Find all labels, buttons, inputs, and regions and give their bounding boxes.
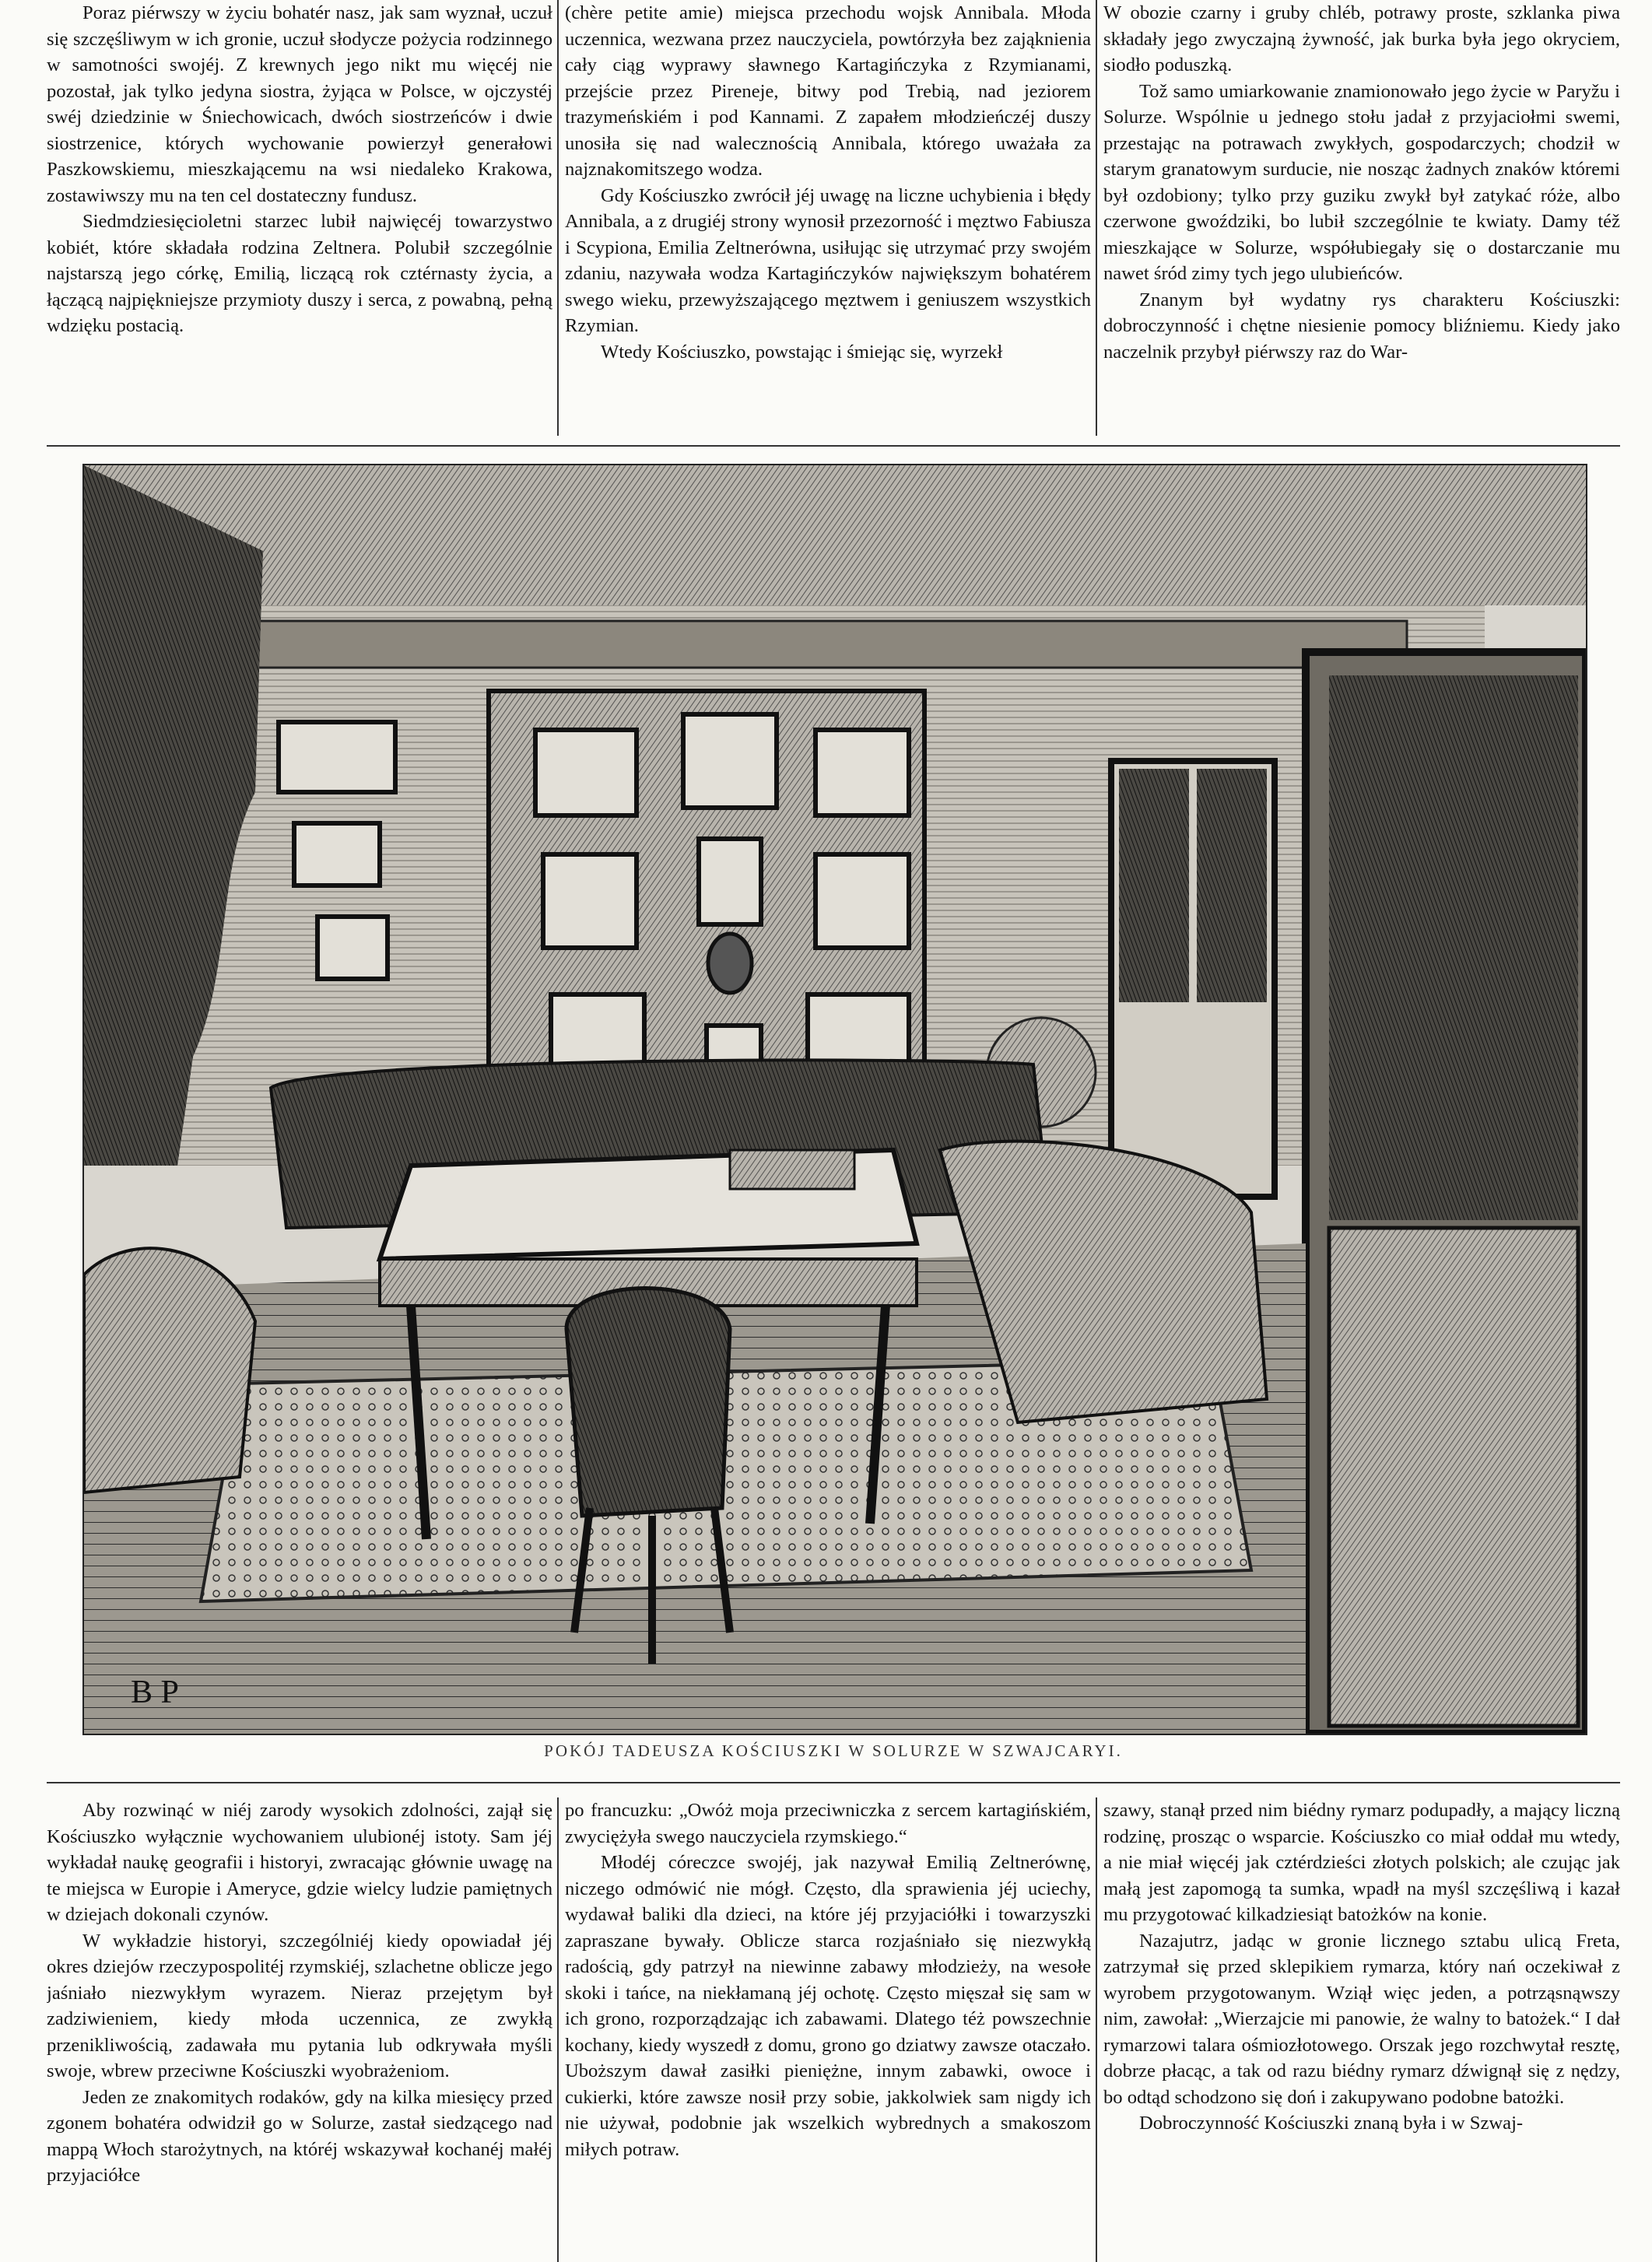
top-column-1 xyxy=(47,0,552,436)
paragraph: Nazajutrz, jadąc w gronie licznego sztabu ulicą Freta, zatrzymał się przed sklepikiem rymarza, który nań oczekiwał z wyrobem przygotowanym. Wziął więc jeden, a potrząsnąwszy nim, zawołał: „Wierzajcie mi panowie, że walny to batożek.“ I dał rymarzowi talara ośmiozłotowego. Orszak jego rozchwytał resztę, dobrze płacąc, a tak od razu biédny rymarz dźwignął się z nędzy, bo odtąd schodzono się doń i zakupywano podobne batożki. xyxy=(1103,1930,1620,2108)
engraving-illustration xyxy=(82,464,1587,1735)
bottom-column-3 xyxy=(1103,1797,1620,2262)
paragraph: Aby rozwinąć w niéj zarody wysokich zdolności, zajął się Kościuszko wyłącznie wychowaniem ulubionéj istoty. Sam jéj wykładał naukę geografii i historyi, zwracając głównie uwagę na te miejsca w Europie i Ameryce, gdzie wielcy ludzie pamiętnych w dziejach dokonali czynów. xyxy=(47,1800,552,1925)
paragraph: Wtedy Kościuszko, powstając i śmiejąc się, wyrzekł xyxy=(601,341,1003,363)
picture-frame xyxy=(699,839,761,924)
cornice xyxy=(162,621,1407,668)
paragraph: Gdy Kościuszko zwrócił jéj uwagę na liczne uchybienia i błędy Annibala, a z drugiéj strony wynosił przezorność i męztwo Fabiusza i Scypiona, Emilia Zeltnerówna, usiłując się utrzymać przy swojém zdaniu, nazywała wodza Kartagińczyków największym bohatérem swego wieku, przewyższającego męztwem i geniuszem wszystkich Rzymian. xyxy=(565,184,1091,336)
picture-frame xyxy=(815,730,909,815)
window-curtain xyxy=(1197,769,1267,1002)
picture-frame xyxy=(535,730,637,815)
paragraph: Młodéj córeczce swojéj, jak nazywał Emilią Zeltnerównę, niczego odmówić nie mógł. Często, dla sprawienia jéj uciechy, wydawał baliki dla dzieci, na które jéj przyjaciółki i towarzyszki zapraszane bywały. Oblicze starca rozjaśniało się niezwykłą radością, gdy patrzył na niewinne zabawy młodzieży, na wesołe skoki i tańce, na niekłamaną jéj ochotę. Często mięszał się sam w ich grono, rozporządzając ich zabawami. Dlatego téż powszechnie kochany, kiedy wyszedł z domu, grono go dziatwy zawsze otaczało. Uboższym dawał zasiłki pieniężne, innym zabawki, owoce i cukierki, które zawsze nosił przy sobie, jakkolwiek sam nigdy ich nie używał, podobnie jak wszelkich wybrednych a smakoszom miłych potraw. xyxy=(565,1852,1091,2160)
column-rule xyxy=(1096,1797,1097,2262)
paragraph: Dobroczynność Kościuszki znaną była i w Szwaj- xyxy=(1139,2113,1524,2134)
paragraph: Jeden ze znakomitych rodaków, gdy na kilka miesięcy przed zgonem bohatéra odwidził go w Solurze, zastał siedzącego nad mappą Włoch starożytnych, na któréj wskazywał kochanéj małéj przyjaciółce xyxy=(47,2086,552,2186)
bottom-column-2 xyxy=(565,1797,1091,2262)
section-rule xyxy=(47,445,1620,447)
paragraph: po francuzku: „Owóż moja przeciwniczka z sercem kartagińskiém, zwyciężyła swego nauczyciela rzymskiego.“ xyxy=(565,1800,1091,1847)
picture-frame xyxy=(294,823,380,886)
paragraph: szawy, stanął przed nim biédny rymarz podupadły, a mający liczną rodzinę, prosząc o wsparcie. Kościuszko co miał oddał mu wtedy, a nie miał więcéj jak cztérdzieści złotych polskich; ale czując jak małą jest zapomogą ta sumka, wpadł na myśl szczęśliwą i kazał mu przygotować kilkadziesiąt batożków na konie. xyxy=(1103,1800,1620,1925)
artist-signature: B P xyxy=(131,1675,179,1710)
paragraph: W wykładzie historyi, szczególniéj kiedy opowiadał jéj okres dziejów rzeczypospolitéj rzymskiéj, szlachetne oblicze jego jaśniało niezwykłym wyrazem. Nieraz przejętym był zadziwieniem, kiedy młoda uczennica, ze zwykłą przenikliwością, zadawała mu pytania lub odkrywała myśli swoje, wbrew przeciwne Kościuszki wyobrażeniom. xyxy=(47,1930,552,2081)
chair xyxy=(566,1289,730,1517)
bottom-column-1 xyxy=(47,1797,552,2262)
picture-frame xyxy=(317,917,388,979)
left-armchair xyxy=(84,1248,255,1492)
ceiling xyxy=(84,465,1586,605)
books xyxy=(730,1150,854,1189)
picture-frame xyxy=(815,854,909,948)
column-rule xyxy=(1096,0,1097,436)
top-column-2 xyxy=(565,0,1091,436)
door-panel xyxy=(1329,1228,1578,1726)
paragraph: Tož samo umiarkowanie znamionowało jego życie w Paryžu i Solurze. Wspólnie u jednego stołu jadał z przyjaciołmi swemi, przestając na potrawach zwykłych, gospodarczych; chodził w starym granatowym surducie, nie nosząc żadnych znaków któremi był ozdobiony; tylko przy guziku zwykł był zatykać róże, albo czerwone gwoździki, bo lubił szczególnie te kwiaty. Damy též mieszkające w Solurze, współubiegały się o dostarczanie mu nawet śród zimy tych jego ulubieńców. xyxy=(1103,80,1620,284)
window-curtain xyxy=(1119,769,1189,1002)
illustration-caption: POKÓJ TADEUSZA KOŚCIUSZKI W SOLURZE W SZWAJCARYI. xyxy=(544,1741,1123,1760)
paragraph: Znanym był wydatny rys charakteru Kościuszki: dobroczynność i chętne niesienie pomocy bliźniemu. Kiedy jako naczelnik przybył piérwszy raz do War- xyxy=(1103,289,1620,363)
column-rule xyxy=(557,0,559,436)
door-curtain xyxy=(1329,675,1578,1220)
paragraph: W obozie czarny i gruby chléb, potrawy proste, szklanka piwa składały jego zwyczajną żywność, jak burka była jego okryciem, siodło poduszką. xyxy=(1103,2,1620,75)
column-rule xyxy=(557,1797,559,2262)
section-rule xyxy=(47,1782,1620,1783)
picture-frame xyxy=(279,722,395,792)
top-column-3 xyxy=(1103,0,1620,436)
picture-frame xyxy=(683,714,777,808)
room-engraving xyxy=(84,465,1586,1734)
oval-portrait xyxy=(708,934,752,993)
picture-frame xyxy=(543,854,637,948)
paragraph: Poraz piérwszy w życiu bohatér nasz, jak sam wyznał, uczuł się szczęśliwym w ich gronie, uczuł słodycze pożycia rodzinnego w samotności swojéj. Z krewnych jego nikt mu więcéj nie pozostał, jak tylko jedyna siostra, żyjąca w Polsce, w ojczystéj swéj dziedzinie w Śniechowicach, dwóch siostrzeńców i dwie siostrzenice, których wychowanie powierzył generałowi Paszkowskiemu, mieszkającemu na wsi niedaleko Krakowa, zostawiwszy mu na ten cel dostateczny fundusz. xyxy=(47,2,552,206)
paragraph: Siedmdziesięcioletni starzec lubił najwięcéj towarzystwo kobiét, które składała rodzina Zeltnera. Polubił szczególnie najstarszą jego córkę, Emilią, liczącą rok cztérnasty życia, a łączącą najpiękniejsze przymioty duszy i serca, z powabną, pełną wdzięku postacią. xyxy=(47,211,552,336)
paragraph: (chère petite amie) miejsca przechodu wojsk Annibala. Młoda uczennica, wezwana przez nauczyciela, powtórzyła bez zająknienia cały ciąg wyprawy sławnego Kartagińczyka z Rzymianami, przejście przez Pireneje, bitwy pod Trebią, nad jeziorem trazymeńskiém i pod Kannami. Z zapałem młodzieńczéj duszy unosiła się nad walecznością Annibala, którego uważała za najznakomitszego wodza. xyxy=(565,2,1091,180)
